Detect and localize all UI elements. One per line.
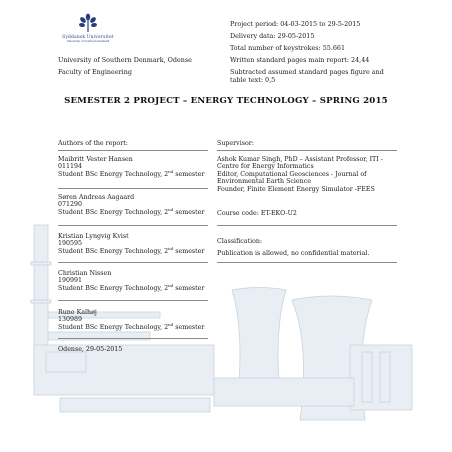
keystrokes: Total number of keystrokes: 55.661 bbox=[230, 44, 346, 52]
supervisor-line: Centre for Energy Informatics bbox=[217, 163, 314, 171]
author-name: Christian Nissen bbox=[58, 270, 112, 277]
leaf-emblem-icon bbox=[77, 12, 99, 34]
divider bbox=[217, 225, 397, 226]
author-name: Søren Andreas Aagaard bbox=[58, 194, 135, 201]
author-program: Student BSc Energy Technology, 2nd semester bbox=[58, 168, 205, 178]
supervisor-line: Environmental Earth Science bbox=[217, 178, 311, 186]
author-name: Rune Kalhøj bbox=[58, 309, 97, 316]
supervisor-line: Ashok Kumar Singh, PhD – Assistant Professor, ITI - bbox=[217, 156, 383, 163]
place-date: Odense, 29-05-2015 bbox=[58, 346, 123, 353]
institution-info bbox=[58, 56, 192, 76]
author-id: 011194 bbox=[58, 163, 83, 171]
standard-pages: Written standard pages main report: 24,44 bbox=[230, 56, 370, 64]
divider bbox=[58, 300, 208, 301]
delivery-date: Delivery data: 29-05-2015 bbox=[230, 32, 315, 40]
author-program: Student BSc Energy Technology, 2nd semester bbox=[58, 321, 205, 331]
divider bbox=[58, 262, 208, 263]
classification-heading: Classification: bbox=[217, 238, 263, 245]
author-program: Student BSc Energy Technology, 2nd semester bbox=[58, 206, 205, 216]
author-program: Student BSc Energy Technology, 2nd semester bbox=[58, 245, 205, 255]
divider bbox=[58, 188, 208, 189]
supervisor-line: Editor, Computational Geosciences - Journal of bbox=[217, 170, 367, 178]
divider bbox=[58, 150, 208, 151]
author-entry bbox=[58, 270, 204, 292]
divider bbox=[217, 262, 397, 263]
author-entry bbox=[58, 309, 204, 331]
divider bbox=[58, 338, 208, 339]
subtracted-pages-cont: table text: 0,5 bbox=[230, 76, 276, 84]
project-period: Project period: 04-03-2015 to 29-5-2015 bbox=[230, 20, 361, 28]
divider bbox=[217, 150, 397, 151]
author-name: Kristian Lyngvig Kvist bbox=[58, 233, 129, 240]
subtracted-pages: Subtracted assumed standard pages figure and bbox=[230, 68, 384, 76]
supervisor-line: Founder, Finite Element Energy Simulator -FEES bbox=[217, 185, 375, 193]
university-line: University of Southern Denmark, Odense bbox=[58, 56, 192, 64]
authors-heading: Authors of the report: bbox=[58, 140, 128, 147]
project-metadata bbox=[230, 20, 445, 84]
author-entry bbox=[58, 233, 204, 255]
faculty-line: Faculty of Engineering bbox=[58, 68, 132, 76]
course-code: Course code: ET-EKO-U2 bbox=[217, 210, 297, 217]
university-logo bbox=[58, 12, 118, 50]
author-name: Maibritt Vester Hansen bbox=[58, 156, 133, 163]
author-entry bbox=[58, 194, 204, 216]
supervisor-entry bbox=[217, 156, 407, 193]
university-name: Syddansk Universitet bbox=[62, 35, 114, 40]
divider bbox=[58, 225, 208, 226]
page-title: SEMESTER 2 PROJECT – ENERGY TECHNOLOGY – SPRING 2015 bbox=[64, 96, 388, 106]
university-name-english: University of Southern Denmark bbox=[66, 40, 110, 43]
author-entry bbox=[58, 156, 204, 178]
author-id: 190991 bbox=[58, 277, 83, 285]
author-program: Student BSc Energy Technology, 2nd semester bbox=[58, 282, 205, 292]
author-id: 190595 bbox=[58, 240, 83, 248]
supervisor-heading: Supervisor: bbox=[217, 140, 254, 147]
author-id: 130989 bbox=[58, 316, 83, 324]
classification-text: Publication is allowed, no confidential material. bbox=[217, 250, 370, 257]
author-id: 071290 bbox=[58, 201, 83, 209]
